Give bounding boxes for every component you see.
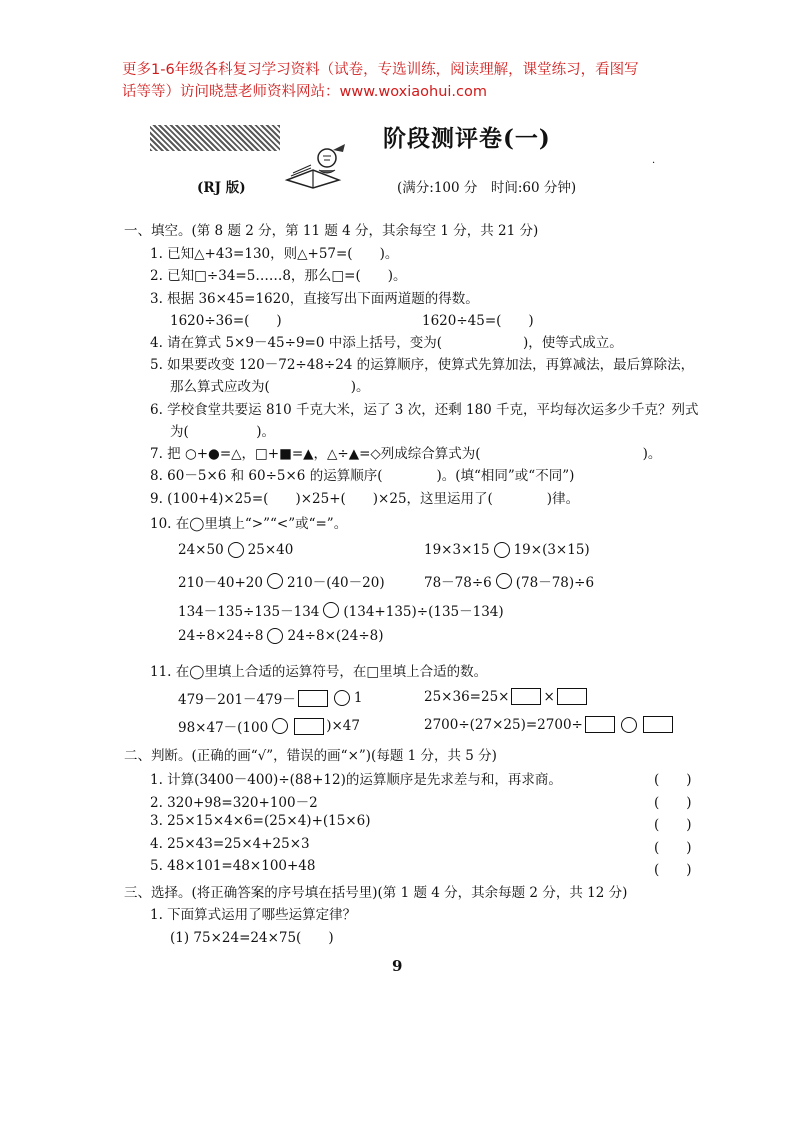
stray-mark: · [652, 158, 656, 169]
answer-circle[interactable] [228, 542, 244, 558]
judge-answer-1[interactable]: ( ) [654, 772, 692, 788]
edition-label: (RJ 版) [197, 180, 246, 196]
judge-answer-5[interactable]: ( ) [654, 862, 692, 878]
banner-pattern [150, 125, 280, 151]
answer-box[interactable] [643, 716, 673, 733]
judge-item-4: 4. 25×43=25×4+25×3 [150, 836, 310, 852]
question-1-8: 8. 60－5×6 和 60÷5×6 的运算顺序( )。(填“相同”或“不同”) [150, 468, 575, 484]
compare-row-1-left: 24×50 25×40 [178, 542, 294, 558]
question-1-10: 10. 在◯里填上“>”“<”或“=”。 [150, 516, 348, 532]
question-1-3: 3. 根据 36×45=1620，直接写出下面两道题的得数。 [150, 291, 479, 307]
question-1-2: 2. 已知□÷34=5……8，那么□=( )。 [150, 268, 407, 284]
answer-circle[interactable] [323, 602, 339, 618]
answer-circle[interactable] [267, 628, 283, 644]
judge-item-5: 5. 48×101=48×100+48 [150, 858, 316, 874]
compare-row-1-right: 19×3×15 19×(3×15) [424, 542, 590, 558]
question-1-11: 11. 在◯里填上合适的运算符号，在□里填上合适的数。 [150, 664, 488, 680]
fill-row-1-left: 479－201－479－ 1 [178, 690, 363, 708]
choice-question-1: 1. 下面算式运用了哪些运算定律？ [150, 907, 357, 923]
answer-circle[interactable] [494, 542, 510, 558]
fill-row-1-right: 25×36=25× × [424, 688, 589, 705]
header-line-2: 话等等）访问晓慧老师资料网站：www.woxiaohui.com [122, 84, 487, 100]
book-illustration-icon [283, 140, 353, 190]
judge-answer-2[interactable]: ( ) [654, 795, 692, 811]
question-1-9: 9. (100+4)×25=( )×25+( )×25，这里运用了( )律。 [150, 491, 580, 507]
compare-row-4: 24÷8×24÷8 24÷8×(24÷8) [178, 628, 384, 644]
answer-box[interactable] [294, 718, 324, 735]
answer-circle[interactable] [621, 717, 637, 733]
fill-row-2-left: 98×47－(100 )×47 [178, 718, 360, 736]
answer-circle[interactable] [496, 573, 512, 589]
question-1-4: 4. 请在算式 5×9－45÷9=0 中添上括号，变为( )，使等式成立。 [150, 335, 623, 351]
section-3-heading: 三、选择。(将正确答案的序号填在括号里)(第 1 题 4 分，其余每题 2 分，共 12 分) [124, 885, 628, 901]
judge-item-3: 3. 25×15×4×6=(25×4)+(15×6) [150, 813, 371, 829]
question-1-1: 1. 已知△+43=130，则△+57=( )。 [150, 246, 399, 262]
answer-box[interactable] [585, 716, 615, 733]
answer-box[interactable] [511, 688, 541, 705]
judge-item-1: 1. 计算(3400－400)÷(88+12)的运算顺序是先求差与和，再求商。 [150, 772, 562, 788]
question-1-5b: 那么算式应改为( )。 [170, 379, 370, 395]
choice-question-1-1: (1) 75×24=24×75( ) [170, 930, 334, 946]
fill-row-2-right: 2700÷(27×25)=2700÷ [424, 716, 675, 733]
question-1-7: 7. 把 ○+●=△，□+■=▲，△÷▲=◇列成综合算式为( )。 [150, 446, 662, 462]
compare-row-2-left: 210－40+20 210－(40－20) [178, 575, 385, 591]
page-title: 阶段测评卷(一) [383, 125, 551, 152]
section-1-heading: 一、填空。(第 8 题 2 分，第 11 题 4 分，其余每空 1 分，共 21 分) [124, 223, 539, 239]
question-1-5a: 5. 如果要改变 120－72÷48÷24 的运算顺序，使算式先算加法，再算减法，最后算除法， [150, 357, 695, 373]
question-1-6b: 为( )。 [170, 424, 276, 440]
question-1-6a: 6. 学校食堂共要运 810 千克大米，运了 3 次，还剩 180 千克，平均每次运多少千克？列式 [150, 402, 699, 418]
judge-item-2: 2. 320+98=320+100－2 [150, 795, 318, 811]
answer-box[interactable] [557, 688, 587, 705]
answer-circle[interactable] [334, 690, 350, 706]
page-number: 9 [392, 957, 403, 975]
answer-circle[interactable] [267, 573, 283, 589]
question-1-3b: 1620÷45=( ) [422, 313, 534, 329]
section-2-heading: 二、判断。(正确的画“√”，错误的画“×”)(每题 1 分，共 5 分) [124, 748, 497, 764]
judge-answer-4[interactable]: ( ) [654, 840, 692, 856]
answer-box[interactable] [298, 690, 328, 707]
answer-circle[interactable] [272, 718, 288, 734]
judge-answer-3[interactable]: ( ) [654, 817, 692, 833]
header-line-1: 更多1-6年级各科复习学习资料（试卷，专选训练，阅读理解，课堂练习，看图写 [122, 62, 639, 78]
question-1-3a: 1620÷36=( ) [170, 313, 282, 329]
compare-row-2-right: 78－78÷6 (78－78)÷6 [424, 575, 595, 591]
compare-row-3: 134－135÷135－134 (134+135)÷(135－134) [178, 604, 504, 620]
exam-meta: (满分:100 分 时间:60 分钟) [397, 180, 577, 196]
